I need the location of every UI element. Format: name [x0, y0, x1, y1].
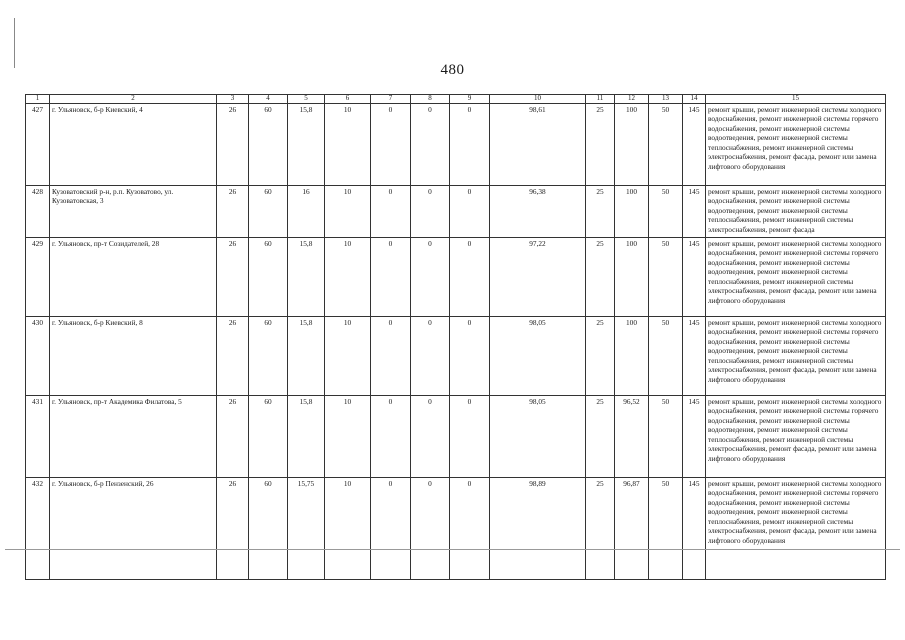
- column-header: 8: [411, 95, 450, 104]
- column-header: 15: [706, 95, 886, 104]
- value-cell: 96,52: [615, 396, 649, 478]
- value-cell: 25: [586, 317, 615, 396]
- value-cell: 25: [586, 186, 615, 238]
- value-cell: 100: [615, 186, 649, 238]
- address-cell: г. Ульяновск, б-р Киевский, 4: [50, 104, 217, 186]
- value-cell: 0: [371, 238, 411, 317]
- header-row: [26, 95, 886, 104]
- table-row: [26, 104, 886, 186]
- value-cell: 50: [649, 238, 683, 317]
- value-cell: 98,61: [490, 104, 586, 186]
- column-header: 9: [450, 95, 490, 104]
- value-cell: 15,8: [288, 238, 325, 317]
- value-cell: 0: [450, 238, 490, 317]
- works-cell: ремонт крыши, ремонт инженерной системы холодного водоснабжения, ремонт инженерной системы горячего водоснабжения, ремонт инженерной системы водоотведения, ремонт инженерной системы теплоснабжения, ремонт инженерной системы электроснабжения, ремонт фасада, ремонт или замена лифтового оборудования: [706, 104, 886, 186]
- row-number: 428: [26, 186, 50, 238]
- column-header: 1: [26, 95, 50, 104]
- address-cell: г. Ульяновск, пр-т Академика Филатова, 5: [50, 396, 217, 478]
- works-cell: ремонт крыши, ремонт инженерной системы холодного водоснабжения, ремонт инженерной системы горячего водоснабжения, ремонт инженерной системы водоотведения, ремонт инженерной системы теплоснабжения, ремонт инженерной системы электроснабжения, ремонт фасада, ремонт или замена лифтового оборудования: [706, 478, 886, 580]
- value-cell: 0: [411, 396, 450, 478]
- value-cell: 145: [683, 396, 706, 478]
- value-cell: 100: [615, 317, 649, 396]
- value-cell: 50: [649, 317, 683, 396]
- column-header: 12: [615, 95, 649, 104]
- value-cell: 96,87: [615, 478, 649, 580]
- works-cell: ремонт крыши, ремонт инженерной системы холодного водоснабжения, ремонт инженерной системы горячего водоснабжения, ремонт инженерной системы водоотведения, ремонт инженерной системы теплоснабжения, ремонт инженерной системы электроснабжения, ремонт фасада, ремонт или замена лифтового оборудования: [706, 238, 886, 317]
- value-cell: 145: [683, 317, 706, 396]
- row-number: 432: [26, 478, 50, 580]
- column-header: 13: [649, 95, 683, 104]
- column-header: 14: [683, 95, 706, 104]
- column-header: 7: [371, 95, 411, 104]
- value-cell: 145: [683, 478, 706, 580]
- value-cell: 0: [411, 238, 450, 317]
- value-cell: 26: [217, 478, 249, 580]
- address-cell: Кузоватовский р-н, р.п. Кузоватово, ул. Кузоватовская, 3: [50, 186, 217, 238]
- value-cell: 98,89: [490, 478, 586, 580]
- value-cell: 100: [615, 104, 649, 186]
- column-header: 3: [217, 95, 249, 104]
- value-cell: 50: [649, 478, 683, 580]
- scan-artifact-line: [5, 549, 900, 550]
- works-cell: ремонт крыши, ремонт инженерной системы холодного водоснабжения, ремонт инженерной системы горячего водоснабжения, ремонт инженерной системы водоотведения, ремонт инженерной системы теплоснабжения, ремонт инженерной системы электроснабжения, ремонт фасада, ремонт или замена лифтового оборудования: [706, 396, 886, 478]
- value-cell: 15,8: [288, 396, 325, 478]
- value-cell: 0: [450, 478, 490, 580]
- value-cell: 50: [649, 186, 683, 238]
- value-cell: 0: [450, 104, 490, 186]
- value-cell: 97,22: [490, 238, 586, 317]
- value-cell: 98,05: [490, 396, 586, 478]
- value-cell: 0: [371, 104, 411, 186]
- value-cell: 145: [683, 104, 706, 186]
- value-cell: 0: [450, 396, 490, 478]
- value-cell: 0: [371, 478, 411, 580]
- value-cell: 60: [249, 317, 288, 396]
- value-cell: 60: [249, 396, 288, 478]
- scan-margin-mark: [14, 18, 15, 68]
- value-cell: 10: [325, 396, 371, 478]
- column-header: 10: [490, 95, 586, 104]
- value-cell: 0: [411, 317, 450, 396]
- column-header: 11: [586, 95, 615, 104]
- value-cell: 60: [249, 104, 288, 186]
- value-cell: 0: [411, 478, 450, 580]
- value-cell: 26: [217, 104, 249, 186]
- row-number: 429: [26, 238, 50, 317]
- value-cell: 10: [325, 104, 371, 186]
- works-cell: ремонт крыши, ремонт инженерной системы холодного водоснабжения, ремонт инженерной системы горячего водоснабжения, ремонт инженерной системы водоотведения, ремонт инженерной системы теплоснабжения, ремонт инженерной системы электроснабжения, ремонт фасада, ремонт или замена лифтового оборудования: [706, 317, 886, 396]
- table-row: [26, 396, 886, 478]
- value-cell: 15,8: [288, 104, 325, 186]
- value-cell: 145: [683, 238, 706, 317]
- value-cell: 0: [450, 317, 490, 396]
- value-cell: 15,8: [288, 317, 325, 396]
- value-cell: 16: [288, 186, 325, 238]
- value-cell: 10: [325, 317, 371, 396]
- works-cell: ремонт крыши, ремонт инженерной системы холодного водоснабжения, ремонт инженерной системы водоотведения, ремонт инженерной системы теплоснабжения, ремонт инженерной системы электроснабжения, ремонт фасада: [706, 186, 886, 238]
- value-cell: 0: [371, 396, 411, 478]
- column-header: 2: [50, 95, 217, 104]
- table-row: [26, 478, 886, 580]
- value-cell: 25: [586, 396, 615, 478]
- table-row: [26, 186, 886, 238]
- value-cell: 26: [217, 238, 249, 317]
- value-cell: 50: [649, 104, 683, 186]
- value-cell: 25: [586, 478, 615, 580]
- value-cell: 50: [649, 396, 683, 478]
- column-header: 5: [288, 95, 325, 104]
- value-cell: 60: [249, 478, 288, 580]
- register-table: [25, 94, 886, 580]
- row-number: 430: [26, 317, 50, 396]
- address-cell: г. Ульяновск, б-р Киевский, 8: [50, 317, 217, 396]
- table-row: [26, 317, 886, 396]
- value-cell: 26: [217, 186, 249, 238]
- value-cell: 0: [371, 317, 411, 396]
- address-cell: г. Ульяновск, пр-т Созидателей, 28: [50, 238, 217, 317]
- value-cell: 0: [411, 104, 450, 186]
- value-cell: 25: [586, 238, 615, 317]
- value-cell: 0: [411, 186, 450, 238]
- value-cell: 145: [683, 186, 706, 238]
- value-cell: 60: [249, 186, 288, 238]
- value-cell: 0: [371, 186, 411, 238]
- row-number: 431: [26, 396, 50, 478]
- table-row: [26, 238, 886, 317]
- value-cell: 98,05: [490, 317, 586, 396]
- value-cell: 25: [586, 104, 615, 186]
- address-cell: г. Ульяновск, б-р Пензенский, 26: [50, 478, 217, 580]
- value-cell: 100: [615, 238, 649, 317]
- value-cell: 0: [450, 186, 490, 238]
- value-cell: 26: [217, 396, 249, 478]
- page-number: 480: [440, 62, 465, 78]
- value-cell: 60: [249, 238, 288, 317]
- value-cell: 96,38: [490, 186, 586, 238]
- column-header: 4: [249, 95, 288, 104]
- value-cell: 15,75: [288, 478, 325, 580]
- value-cell: 10: [325, 186, 371, 238]
- value-cell: 10: [325, 478, 371, 580]
- value-cell: 26: [217, 317, 249, 396]
- column-header: 6: [325, 95, 371, 104]
- row-number: 427: [26, 104, 50, 186]
- value-cell: 10: [325, 238, 371, 317]
